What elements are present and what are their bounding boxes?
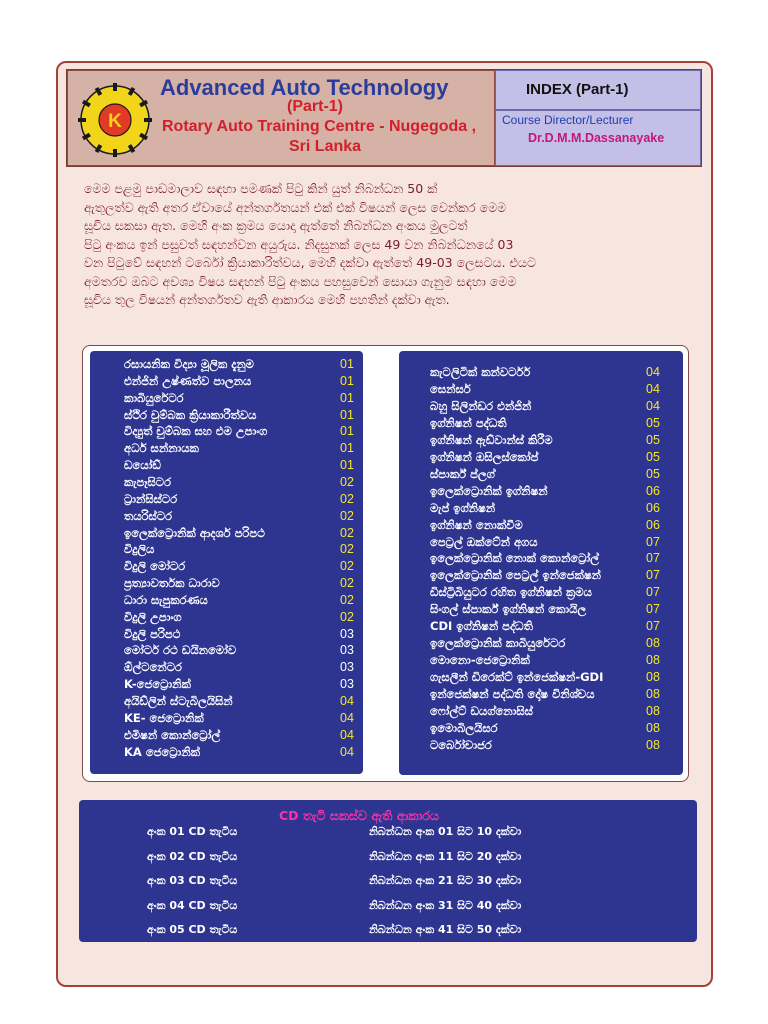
index-entry-number: 01 [340,357,354,371]
index-entry-number: 08 [646,737,660,752]
index-entry-title: ඉග්නිෂන් නොක්වීම [430,517,523,532]
index-entry-number: 04 [340,710,354,725]
index-entry-number: 06 [646,517,660,532]
intro-line: අමතරව ඔබට අවශ්‍ය විෂය සඳහන් පිටු අංකය පහසුවෙන් සොයා ගැනුම සඳහා මෙම [84,273,517,289]
index-entry [90,509,363,526]
index-entry-number: 01 [340,458,354,473]
index-entry [399,670,683,687]
index-entry [90,677,363,694]
intro-line: පිටු අංකය ඉන් පසුවත් සඳහන්වන අයුරුය. නිදසුනක් ලෙස 49 වන නිබන්ධනයේ 03 [84,236,514,252]
index-entry [90,492,363,509]
cd-disc-label: අංක 05 CD තැටිය [147,923,238,936]
country-name: Sri Lanka [289,138,362,155]
index-entry-title: ඉලෙක්ට්‍රොනික් පෙට්‍රල් ඉන්ජෙක්ෂන් [430,568,601,583]
index-entry [399,399,683,416]
index-entry [399,535,683,552]
cd-row [79,825,697,843]
index-entry [399,551,683,568]
index-entry-title: එන්ජින් උෂ්ණත්ව පාලනය [124,373,252,388]
index-entry-title: KA ජෙට්‍රොනික් [124,744,200,759]
index-entry-number: 06 [646,500,660,515]
index-entry-number: 07 [646,534,660,549]
index-entry [399,619,683,636]
index-entry-title: ඩයෝඩ් [124,458,161,473]
cd-row [79,850,697,868]
index-entry [399,602,683,619]
index-list-right [399,351,683,775]
index-entry [399,636,683,653]
index-entry-number: 04 [340,744,354,759]
index-entry-number: 08 [646,687,660,702]
centre-name: Rotary Auto Training Centre - Nugegoda , [162,118,477,135]
index-entry-title: ඉග්නිෂන් ඇඩ්වාන්ස් කිරීම [430,432,553,447]
index-entry-title: පෙට්‍රල් ඔක්ටේන් අගය [430,534,538,549]
index-entry-title: ෆෝල්ට් ඩයග්නොසිස් [430,704,533,718]
index-entry-title: ඉමොබිලයිසර [430,720,498,735]
cd-range-label: නිබන්ධන අංක 31 සිට 40 දක්වා [369,898,522,912]
index-entry-title: KE- ජෙට්‍රොනික් [124,710,204,725]
cd-row [79,923,697,941]
index-entry-title: ස්ථිර චුම්බක ක්‍රියාකාරීත්වය [124,407,257,422]
index-entry [90,374,363,391]
index-entry-number: 05 [646,415,660,430]
index-entry-title: අයිඩ්ලින් ස්ටැබිලයිසින් [124,694,233,708]
index-entry-number: 02 [340,542,354,557]
index-entry-number: 04 [340,694,354,708]
index-entry-number: 07 [646,551,660,566]
index-entry-number: 08 [646,670,660,685]
index-entry-title: කැපෑසිටර [124,474,172,489]
index-entry-title: රසායනික විද්‍යා මූලික දැනුම [124,357,254,371]
index-entry-number: 05 [646,432,660,447]
index-entry-title: විදුලි පරිපථ [124,626,181,641]
index-entry-number: 07 [646,619,660,634]
index-entry [90,526,363,543]
index-entry-number: 04 [646,381,660,396]
index-entry-title: ටර්බෝචාජර [430,737,492,752]
index-list-left [90,351,363,774]
index-entry-title: ඉලෙක්ට්‍රොනික් කාබියුරේටර [430,636,566,651]
index-entry-number: 07 [646,602,660,617]
cd-section-title: CD තැටි සකස්ව ඇති ආකාරය [279,808,440,823]
part-label: (Part-1) [287,98,344,115]
index-entry [90,475,363,492]
index-entry [399,687,683,704]
index-entry [90,660,363,677]
main-title: Advanced Auto Technology [160,75,449,100]
index-entry-number: 01 [340,407,354,422]
index-entry-title: CDI ඉග්නිෂන් පද්ධති [430,619,533,634]
index-entry-number: 02 [340,592,354,607]
index-entry [399,450,683,467]
index-entry-title: අර්ධ සන්නායක [124,441,199,456]
index-entry-title: ඩිස්ට්‍රිබියුටර රහිත ඉග්නිෂන් ක්‍රමය [430,585,592,600]
index-entry [399,365,683,382]
index-entry-number: 07 [646,585,660,600]
index-entry-title: එමිෂන් කොන්ට්‍රෝල් [124,727,221,742]
index-entry [399,738,683,755]
index-entry-number: 08 [646,720,660,735]
index-entry-number: 05 [646,449,660,464]
index-entry-number: 03 [340,643,354,658]
index-entry-title: ඉලෙක්ට්‍රොනික් ඉග්නිෂන් [430,483,548,498]
index-entry [90,610,363,627]
logo-letter: K [108,111,122,132]
index-entry-number: 02 [340,491,354,506]
school-logo-icon [78,76,152,160]
index-entry [90,424,363,441]
index-entry-title: මෝටර් රථ ඩයිනමෝව [124,643,237,658]
cd-section [79,800,697,942]
cd-range-label: නිබන්ධන අංක 11 සිට 20 දක්වා [369,849,522,863]
index-entry-number: 08 [646,653,660,668]
index-entry-number: 04 [340,727,354,742]
cd-disc-label: අංක 01 CD තැටිය [147,825,238,838]
index-entry [399,501,683,518]
index-entry-title: තයරිස්ටර [124,508,173,523]
header-title-block [67,70,495,166]
index-entry [90,441,363,458]
index-entry-title: ඕල්ටනේටර [124,660,182,675]
index-entry-number: 07 [646,568,660,583]
index-entry-title: ඉලෙක්ට්‍රොනික් ආදර්ශ පරිපථ [124,525,265,540]
index-entry [399,585,683,602]
index-entry-number: 01 [340,441,354,456]
index-entry-title: විද්‍යුත් චුම්බක සහ එම උපාංග [124,424,268,439]
intro-line: සූචිය සකසා ඇත. මෙහි අංක ක්‍රමය යොදා ඇත්තේ නිබන්ධන අංකය මුලටත් [84,218,468,233]
index-entry [90,745,363,762]
index-box [495,70,701,110]
index-entry [399,518,683,535]
index-entry [90,593,363,610]
index-entry [399,484,683,501]
index-entry-number: 08 [646,704,660,718]
cd-disc-label: අංක 04 CD තැටිය [147,898,238,912]
director-box [495,110,701,166]
index-entry [399,653,683,670]
index-entry-title: සෙන්සර් [430,381,471,396]
index-entry-number: 03 [340,626,354,641]
index-entry [90,643,363,660]
index-entry-number: 02 [340,559,354,574]
index-entry-title: විදුලි මෝටර [124,559,186,574]
index-entry-number: 02 [340,609,354,624]
index-entry-number: 04 [646,398,660,413]
index-entry-number: 01 [340,373,354,388]
index-entry [90,576,363,593]
index-entry-title: ධාරා සැපුකරණය [124,592,208,607]
index-entry-title: ට්‍රාන්සිස්ටර [124,491,178,506]
index-entry-title: මොනො-ජෙට්‍රොනික් [430,653,530,668]
index-entry-title: K-ජෙට්‍රොනික් [124,677,191,692]
index-entry-title: මැප් ඉග්නිෂන් [430,500,496,515]
index-entry-number: 02 [340,525,354,540]
index-entry-title: විදුලිය [124,542,155,557]
intro-line: ඇතුලත්ව ඇති අතර ඒවායේ අන්තර්ගතයන් එක් එක් විෂයන් ලෙස වෙන්කර මෙම [84,199,507,215]
index-entry-number: 01 [340,424,354,439]
index-entry-title: බහු සිලින්ඩර එන්ජින් [430,398,532,413]
header-info-block [495,70,701,166]
index-entry-title: ස්පාර්ක් ප්ලග් [430,466,495,481]
index-entry [90,559,363,576]
intro-paragraph [84,180,690,310]
index-entry-number: 01 [340,390,354,405]
index-entry-title: ඉලෙක්ට්‍රොනික් නොක් කොන්ට්‍රෝල් [430,551,599,566]
index-title: INDEX (Part-1) [526,81,629,98]
index-entry [399,467,683,484]
index-entry [90,711,363,728]
index-entry [90,357,363,374]
cd-disc-label: අංක 03 CD තැටිය [147,874,238,887]
index-entry [399,382,683,399]
intro-line: මෙම පළමු පාඩමාලාව සඳහා පමණක් පිටු කින් යුත් නිබන්ධන 50 ක් [84,181,438,196]
index-entry [399,721,683,738]
intro-line: සූචිය තුල විෂයන් අන්තර්ගතව ඇති ආකාරය මෙහි පහතින් දක්වා ඇත. [84,292,450,307]
index-entry-number: 06 [646,483,660,498]
cd-range-label: නිබන්ධන අංක 41 සිට 50 දක්වා [369,923,522,936]
index-entry-number: 03 [340,660,354,675]
index-entry [90,542,363,559]
index-entry-number: 04 [646,365,660,379]
index-entry-title: ප්‍රත්‍යාවර්තක ධාරාව [124,576,220,591]
index-entry-title: ඉන්ජෙක්ෂන් පද්ධති දෝෂ විනිශ්චය [430,687,595,702]
index-entry-title: ඉග්නිෂන් පද්ධති [430,415,507,430]
index-entry-number: 03 [340,677,354,692]
index-entry [90,408,363,425]
index-entry-number: 08 [646,636,660,651]
index-entry-title: ඉග්නිෂන් ඔසිලස්කෝප් [430,449,539,464]
cd-range-label: නිබන්ධන අංක 01 සිට 10 දක්වා [369,825,522,838]
index-entry-title: විදුලි උපාංග [124,609,182,624]
index-entry [399,704,683,721]
index-entry-title: කාබියුරේටර [124,390,184,405]
cd-row [79,899,697,917]
index-entry [90,391,363,408]
cd-row [79,874,697,892]
index-entry [399,416,683,433]
header [66,69,702,167]
index-entry [90,694,363,711]
cd-range-label: නිබන්ධන අංක 21 සිට 30 දක්වා [369,874,522,887]
director-name: Dr.D.M.M.Dassanayake [528,131,665,145]
index-entry-title: ගැසලීන් ඩිරෙක්ට් ඉන්ජෙක්ෂන්-GDI [430,670,604,685]
director-label: Course Director/Lecturer [502,113,634,127]
index-entry-title: සිංගල් ස්පාර්ක් ඉග්නිෂන් කොයිල [430,602,587,617]
index-entry [90,728,363,745]
index-entry [399,433,683,450]
index-entry-number: 02 [340,576,354,591]
cd-disc-label: අංක 02 CD තැටිය [147,849,238,863]
index-entry [399,568,683,585]
index-entry-number: 02 [340,508,354,523]
index-entry [90,627,363,644]
index-entry-number: 02 [340,474,354,489]
index-entry [90,458,363,475]
index-entry-title: කැටලිටික් කන්වර්ටර් [430,365,531,379]
index-entry-number: 05 [646,466,660,481]
intro-line: වන පිටුවේ සඳහන් ටර්බෝ ක්‍රියාකාරිත්වය, මෙහි දක්වා ඇත්තේ 49-03 ලෙසටය. එයට [84,255,536,270]
